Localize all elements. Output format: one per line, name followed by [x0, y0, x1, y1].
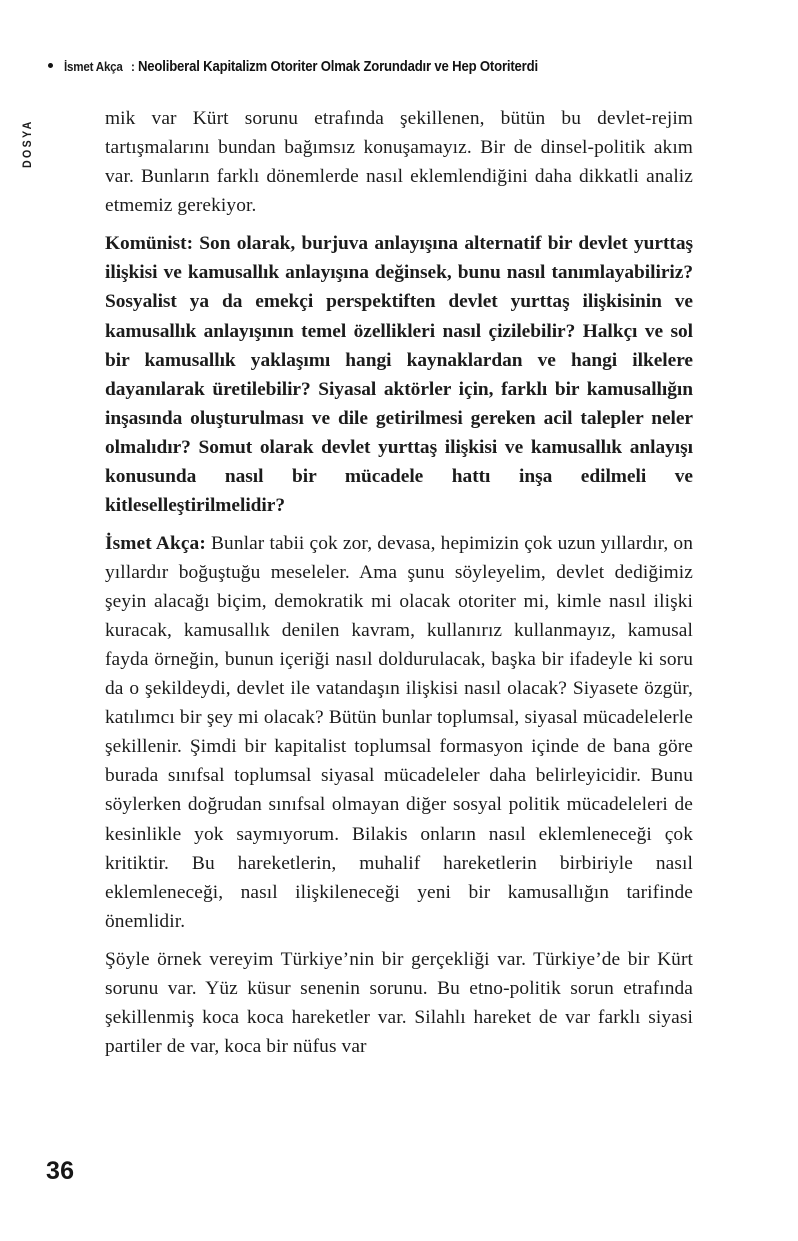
paragraph-question: Komünist: Son olarak, burjuva anlayışına alternatif bir devlet yurttaş ilişkisi ve kamusallık anlayışına değinsek, bunu nasıl tanımlayabiliriz? Sosyalist ya da emekçi perspektiften devlet yurttaş ilişkisinin ve kamusallık anlayışının temel özellikleri nasıl çizilebilir? Halkçı ve sol bir kamusallık yaklaşımı hangi kaynaklardan ve hangi ilkelere dayanılarak üretilebilir? Siyasal aktörler için, farklı bir kamusallığın inşasında oluşturulması ve dile getirilmesi gereken acil talepler neler olmalıdır? Somut olarak devlet yurttaş ilişkisi ve kamusallık anlayışı konusunda nasıl bir mücadele hattı inşa edilmeli ve kitleselleştirilmelidir?	[105, 233, 693, 516]
running-header	[48, 59, 748, 75]
body-text-column	[105, 104, 693, 1061]
header-author: İsmet Akça	[64, 59, 123, 74]
section-tab	[18, 98, 36, 168]
page-number: 36	[46, 1157, 75, 1185]
bullet-icon	[48, 63, 53, 68]
paragraph-example: Şöyle örnek vereyim Türkiye’nin bir gerçekliği var. Türkiye’de bir Kürt sorunu var. Yüz küsur senenin sorunu. Bu etno-politik sorun etrafında şekillenmiş koca koca hareketler var. Silahlı hareket de var farklı siyasi partiler de var, koca bir nüfus var	[105, 948, 693, 1058]
answer-speaker-label: İsmet Akça:	[105, 533, 206, 555]
paragraph-continuation: mik var Kürt sorunu etrafında şekillenen, bütün bu devlet-rejim tartışmalarını bundan bağımsız konuşamayız. Bir de dinsel-politik akım var. Bunların farklı dönemlerde nasıl eklemlendiğini daha dikkatli analiz etmemiz gerekiyor.	[105, 108, 693, 217]
section-tab-label: DOSYA	[22, 119, 34, 168]
header-title: Neoliberal Kapitalizm Otoriter Olmak Zorundadır ve Hep Otoriterdi	[138, 59, 538, 75]
paragraph-answer	[105, 529, 693, 936]
answer-body-text: Bunlar tabii çok zor, devasa, hepimizin çok uzun yıllardır, on yıllardır boğuştuğu meseleler. Ama şunu söyleyelim, devlet dediğimiz şeyin alacağı biçim, demokratik mi olacak otoriter mi, kimle nasıl ilişki kuracak, kamusallık denilen kavram, kullanırız kullanmayız, kamusal fayda örneğin, bunun içeriği nasıl doldurulacak, başka bir ifadeyle ki soru da o şekildeydi, devlet ile vatandaşın ilişkisi nasıl olacak? Siyasete özgür, katılımcı bir şey mi olacak? Bütün bunlar toplumsal, siyasal mücadelelerle şekillenir. Şimdi bir kapitalist toplumsal formasyon içinde de bana göre burada sınıfsal toplumsal siyasal mücadeleler daha belirleyicidir. Bunu söylerken doğrudan sınıfsal olmayan diğer sosyal politik mücadeleleri de kesinlikle yok saymıyorum. Bilakis onların nasıl eklemleneceği çok kritiktir. Bu hareketlerin, muhalif hareketlerin birbiriyle nasıl eklemleneceği, nasıl ilişkileneceği yeni bir kamusallığın tarifinde önemlidir.	[105, 533, 693, 932]
header-separator: :	[130, 59, 135, 74]
